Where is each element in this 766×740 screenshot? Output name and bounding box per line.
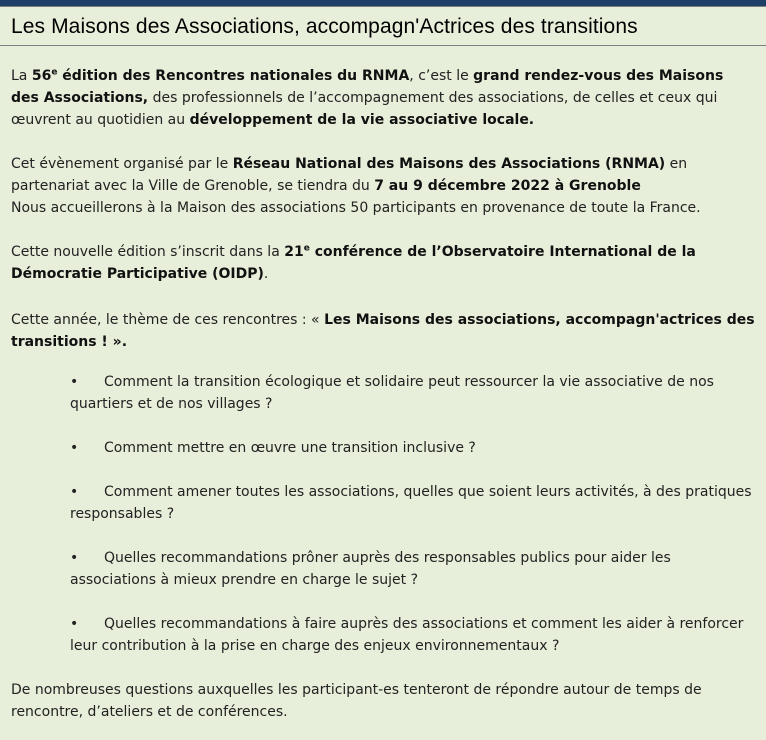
list-item-text: Comment mettre en œuvre une transition inclusive ? [104,440,476,456]
edition-label: édition des Rencontres nationales du RNMA [57,68,410,84]
theme-paragraph [11,309,756,353]
oidp-text-1: Cette nouvelle édition s’inscrit dans la [11,244,285,260]
list-item-text: Quelles recommandations prôner auprès des responsables publics pour aider les associations à mieux prendre en charge le sujet ? [70,550,671,588]
list-item-text: Quelles recommandations à faire auprès des associations et comment les aider à renforcer leur contribution à la prise en charge des enjeux environnementaux ? [70,616,744,654]
theme-bold: Les Maisons des associations, accompagn'actrices des transitions ! ». [11,312,755,350]
oidp-superscript: e [303,243,310,254]
bullet-icon: • [70,550,79,566]
bullet-icon: • [70,374,79,390]
bullet-icon: • [70,484,79,500]
list-item [70,481,756,525]
event-bold-dates: 7 au 9 décembre 2022 à Grenoble [374,178,641,194]
bullet-icon: • [70,440,79,456]
theme-text-1: Cette année, le thème de ces rencontres : « [11,312,325,328]
event-text-2: en partenariat avec la Ville de Grenoble, se tiendra du [11,156,688,194]
intro-text-1: La [11,68,32,84]
article-body [11,65,756,723]
list-item [70,547,756,591]
intro-bold-rendezvous: grand rendez-vous des Maisons des Associations, [11,68,724,106]
event-bold-rnma: Réseau National des Maisons des Associations (RNMA) [232,156,666,172]
list-item-text: Comment la transition écologique et solidaire peut ressourcer la vie associative de nos quartiers et de nos villages ? [70,374,714,412]
oidp-paragraph [11,241,756,285]
list-item [70,371,756,415]
title-box [0,6,766,46]
oidp-number: 21 [284,244,304,260]
list-item [70,437,756,459]
list-item [70,613,756,657]
bullet-icon: • [70,616,79,632]
intro-paragraph [11,65,756,131]
oidp-label: conférence de l’Observatoire International de la Démocratie Participative (OIDP) [11,244,696,282]
intro-bold-edition [32,68,409,84]
page-title: Les Maisons des Associations, accompagn'Actrices des transitions [11,15,638,38]
intro-text-3: des professionnels de l’accompagnement des associations, de celles et ceux qui œuvrent au quotidien au [11,90,718,128]
edition-superscript: e [51,67,58,78]
event-text-3: Nous accueillerons à la Maison des associations 50 participants en provenance de toute la France. [11,200,701,216]
list-item-text: Comment amener toutes les associations, quelles que soient leurs activités, à des pratiques responsables ? [70,484,752,522]
oidp-text-2: . [263,266,269,282]
intro-text-2: , c’est le [409,68,474,84]
closing-paragraph: De nombreuses questions auxquelles les participant-es tenteront de répondre autour de temps de rencontre, d’ateliers et de conférences. [11,682,702,720]
intro-bold-development: développement de la vie associative locale. [189,112,535,128]
event-text-1: Cet évènement organisé par le [11,156,233,172]
edition-number: 56 [31,68,52,84]
questions-list [11,371,756,657]
event-paragraph [11,153,756,219]
